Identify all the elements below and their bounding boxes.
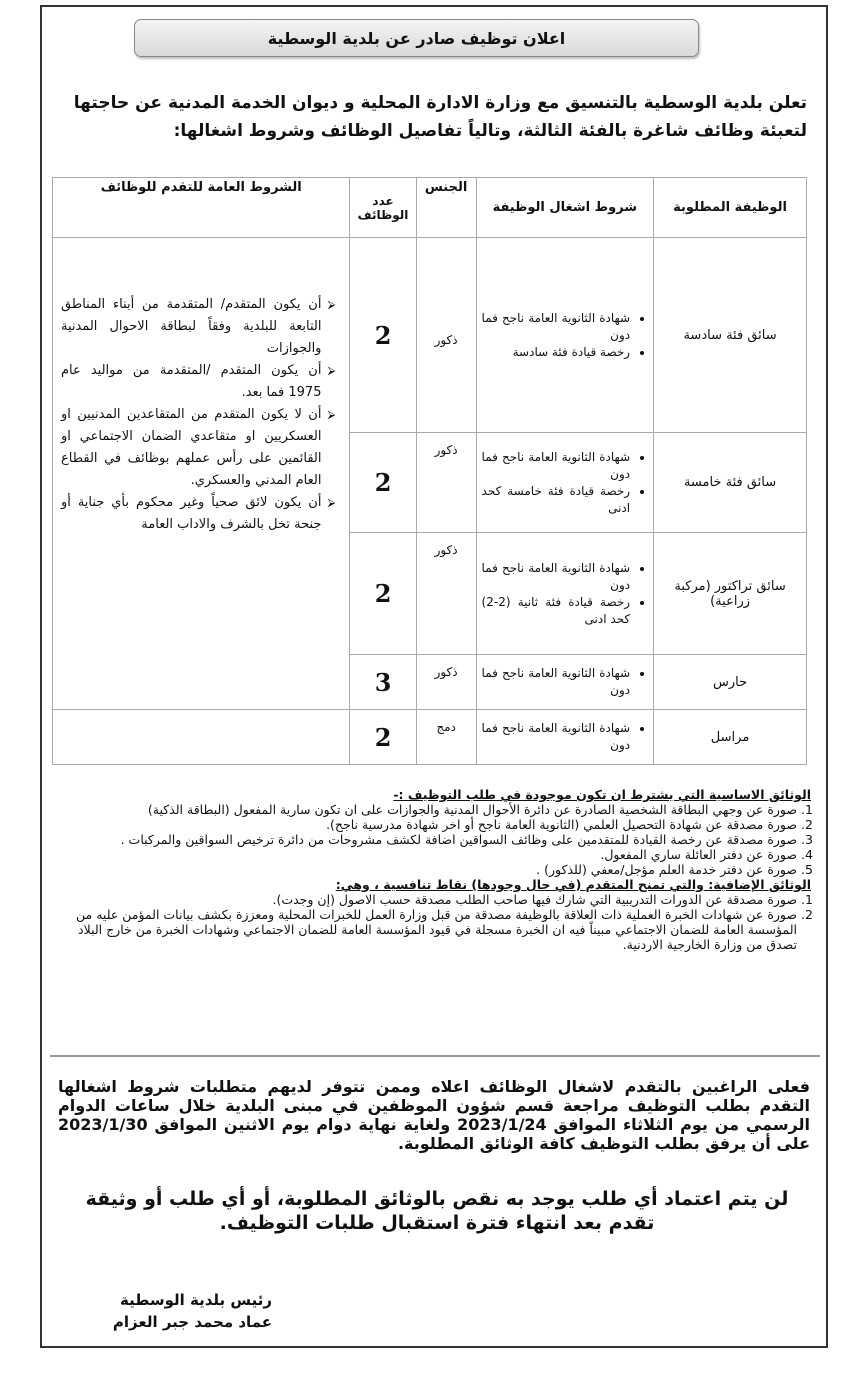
document-item: 2. صورة عن شهادات الخبرة العملية ذات العلاقة بالوظيفة مصدقة من قبل وزارة العمل للخبرات المحلية ومعززة بكشف بيانات المؤمن عليه من المؤسسة العامة للضمان الاجتماعي مبيناً فيه ان الخبرة مسجلة في قيود المؤسسة العامة للضمان الاجتماعي وشهادات الخبرة من خارج البلاد تصدق من وزارة الخارجية الاردنية. — [56, 907, 797, 952]
job-title: حارس — [654, 655, 807, 710]
job-conditions — [476, 655, 654, 710]
job-title: مراسل — [654, 710, 807, 765]
document-item: 1. صورة مصدقة عن الدورات التدريبية التي شارك فيها صاحب الطلب مصدقة حسب الاصول (إن وجدت). — [56, 892, 797, 907]
condition-item: • شهادة الثانوية العامة ناجح فما دون — [482, 665, 631, 699]
job-gender: ذكور — [416, 655, 476, 710]
section-divider — [50, 1055, 820, 1057]
document-item: 1. صورة عن وجهي البطاقة الشخصية الصادرة عن دائرة الأحوال المدنية والجوازات على ان تكون سارية المفعول (البطاقة الذكية) — [56, 802, 797, 817]
job-conditions — [476, 238, 654, 433]
job-gender: ذكور — [416, 433, 476, 533]
condition-item: • رخصة قيادة فئة خامسة كحد ادنى — [482, 483, 631, 517]
job-conditions — [476, 433, 654, 533]
condition-item: • شهادة الثانوية العامة ناجح فما دون — [482, 449, 631, 483]
additional-documents-list — [56, 892, 811, 952]
required-documents — [56, 787, 811, 952]
condition-item: • شهادة الثانوية العامة ناجح فما دون — [482, 310, 631, 344]
jobs-table — [52, 177, 807, 765]
general-condition-item: ⮚ أن يكون المتقدم/ المتقدمة من أبناء المناطق التابعة للبلدية وفقاً لبطاقة الاحوال المدنية والجوازات — [61, 294, 335, 360]
job-title: سائق فئة سادسة — [654, 238, 807, 433]
signatory-name: عماد محمد جبر العزام — [112, 1313, 272, 1331]
job-count: 3 — [350, 655, 416, 710]
job-count: 2 — [350, 238, 416, 433]
arrow-bullet-icon: ⮚ — [327, 364, 336, 377]
job-conditions — [476, 533, 654, 655]
job-count: 2 — [350, 533, 416, 655]
header-count: عدد الوظائف — [350, 178, 416, 238]
condition-item: • شهادة الثانوية العامة ناجح فما دون — [482, 560, 631, 594]
job-gender: ذكور — [416, 533, 476, 655]
arrow-bullet-icon: ⮚ — [327, 298, 336, 311]
additional-documents-header: الوثائق الإضافية: والتي تمنح المتقدم (في حال وجودها) نقاط تنافسية ، وهي: — [335, 877, 811, 892]
intro-paragraph: تعلن بلدية الوسطية بالتنسيق مع وزارة الادارة المحلية و ديوان الخدمة المدنية عن حاجتها لتعبئة وظائف شاغرة بالفئة الثالثة، وتالياً تفاصيل الوظائف وشروط اشغالها: — [73, 93, 807, 141]
table-row — [53, 238, 807, 433]
condition-item: • رخصة قيادة فئة ثانية (2-2) كحد ادنى — [482, 594, 631, 628]
job-count: 2 — [350, 433, 416, 533]
document-frame — [40, 5, 828, 1348]
announcement-title: اعلان توظيف صادر عن بلدية الوسطية — [267, 28, 566, 48]
header-general: الشروط العامة للتقدم للوظائف — [53, 178, 350, 238]
job-title: سائق تراكتور (مركبة زراعية) — [654, 533, 807, 655]
basic-documents-list — [56, 802, 811, 877]
basic-documents-header: الوثائق الاساسية التي يشترط ان تكون موجودة في طلب التوظيف :- — [393, 787, 811, 802]
signatory-title: رئيس بلدية الوسطية — [120, 1291, 272, 1309]
general-conditions-empty — [53, 710, 350, 765]
announcement-title-box — [134, 19, 699, 57]
document-item: 3. صورة مصدقة عن رخصة القيادة للمتقدمين على وظائف السواقين اضافة لكشف مشروحات من دائرة ترخيص السواقين والمركبات . — [56, 832, 797, 847]
general-condition-item: ⮚ أن يكون لائق صحياً وغير محكوم بأي جناية أو جنحة تخل بالشرف والاداب العامة — [61, 492, 335, 536]
document-item: 2. صورة مصدقة عن شهادة التحصيل العلمي (الثانوية العامة ناجح أو اخر شهادة مدرسية ناجح). — [56, 817, 797, 832]
general-condition-item: ⮚ أن يكون المتقدم /المتقدمة من مواليد عام 1975 فما بعد. — [61, 360, 335, 404]
condition-item: • شهادة الثانوية العامة ناجح فما دون — [482, 720, 631, 754]
document-item: 4. صورة عن دفتر العائلة ساري المفعول. — [56, 847, 797, 862]
job-conditions — [476, 710, 654, 765]
signature-block — [72, 1289, 272, 1333]
table-row — [53, 710, 807, 765]
job-title: سائق فئة خامسة — [654, 433, 807, 533]
general-condition-item: ⮚ أن لا يكون المتقدم من المتقاعدين المدنيين او العسكريين او متقاعدي الضمان الاجتماعي او القائمين على رأس عملهم بوظائف في القطاع العام المدني والعسكري. — [61, 404, 335, 492]
header-job: الوظيفة المطلوبة — [654, 178, 807, 238]
job-gender: دمج — [416, 710, 476, 765]
document-item: 5. صورة عن دفتر خدمة العلم مؤجل/معفي (للذكور) . — [56, 862, 797, 877]
warning-notice: لن يتم اعتماد أي طلب يوجد به نقص بالوثائق المطلوبة، أو أي طلب أو وثيقة تقدم بعد انتهاء فترة استقبال طلبات التوظيف. — [85, 1188, 789, 1234]
arrow-bullet-icon: ⮚ — [327, 408, 336, 421]
header-gender: الجنس — [416, 178, 476, 238]
application-instructions: فعلى الراغبين بالتقدم لاشغال الوظائف اعلاه وممن تتوفر لديهم متطلبات شروط اشغالها التقدم بطلب التوظيف مراجعة قسم شؤون الموظفين في مبنى البلدية خلال ساعات الدوام الرسمي من يوم الثلاثاء الموافق 2023/1/24 ولغاية نهاية دوام يوم الاثنين الموافق 2023/1/30 على أن يرفق بطلب التوظيف كافة الوثائق المطلوبة. — [58, 1077, 810, 1153]
table-header-row — [53, 178, 807, 238]
condition-item: • رخصة قيادة فئة سادسة — [482, 344, 631, 361]
job-gender: ذكور — [416, 238, 476, 433]
arrow-bullet-icon: ⮚ — [327, 496, 336, 509]
header-conditions: شروط اشغال الوظيفة — [476, 178, 654, 238]
job-count: 2 — [350, 710, 416, 765]
general-conditions — [53, 238, 350, 710]
